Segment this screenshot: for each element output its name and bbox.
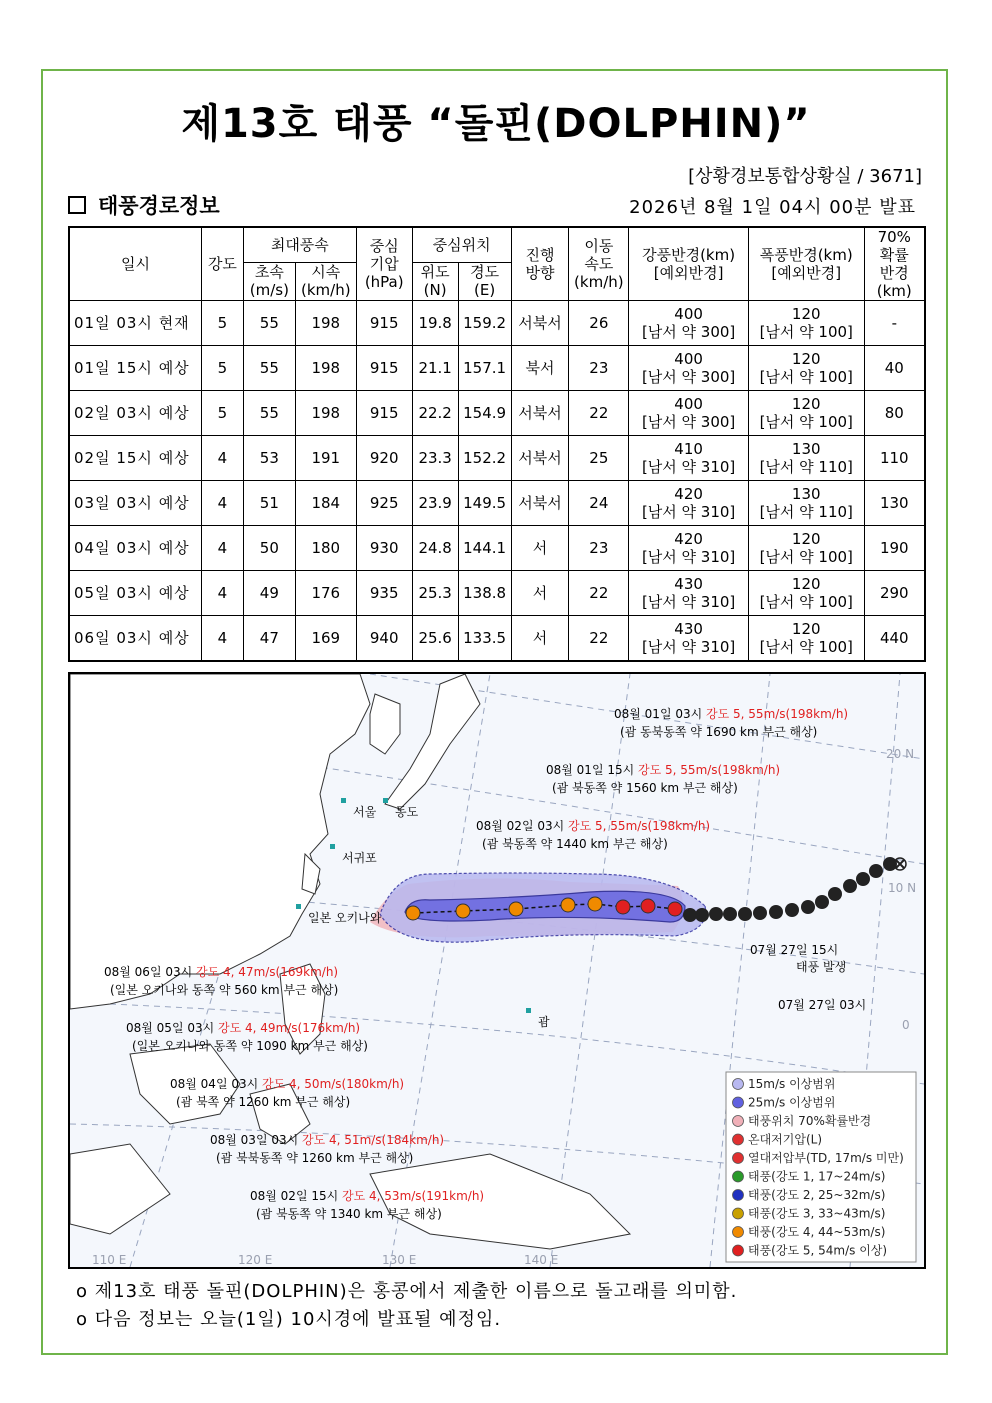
cell-storm-radius-value: 120 — [791, 530, 821, 548]
cell-lon: 133.5 — [458, 616, 511, 662]
header-speed-unit: (km/h) — [574, 273, 624, 291]
cell-lat: 22.2 — [412, 391, 458, 436]
track-map-canvas — [70, 674, 924, 1267]
place-label-tokyo: 동도 — [395, 805, 419, 819]
header-wind-ms-unit: (m/s) — [249, 281, 289, 300]
header-lon-unit: (E) — [473, 281, 496, 300]
place-label-seogwipo: 서귀포 — [342, 851, 377, 865]
legend-item-label: 태풍위치 70%확률반경 — [748, 1114, 872, 1128]
header-prob-3: 반경 — [879, 264, 909, 282]
track-map — [68, 672, 926, 1269]
past-track-point — [785, 903, 799, 917]
place-label-seoul: 서울 — [353, 805, 377, 819]
cell-intensity: 5 — [202, 301, 244, 346]
cell-speed: 24 — [569, 481, 629, 526]
cell-direction: 서북서 — [511, 301, 569, 346]
cell-direction: 서북서 — [511, 391, 569, 436]
page-title: 제13호 태풍 “돌핀(DOLPHIN)” — [181, 101, 811, 147]
cell-pressure: 920 — [356, 436, 412, 481]
cell-prob-radius: 110 — [864, 436, 925, 481]
track-annotation-time — [476, 818, 710, 833]
annotation-intensity: 강도 5, 55m/s(198km/h) — [706, 707, 849, 721]
cell-strong-radius-exception: [남서 약 310] — [641, 458, 736, 476]
cell-storm-radius-exception: [남서 약 110] — [759, 503, 853, 521]
cell-speed: 23 — [569, 526, 629, 571]
cell-pressure: 915 — [356, 391, 412, 436]
cell-intensity: 4 — [202, 436, 244, 481]
annotation-location: (일본 오키나와 동쪽 약 560 km 부근 해상) — [110, 983, 339, 997]
cell-storm-radius-exception: [남서 약 100] — [759, 368, 853, 386]
cell-pressure: 940 — [356, 616, 412, 662]
header-dir-1: 진행 — [525, 246, 555, 264]
header-wind-ms — [243, 262, 295, 300]
place-marker-icon — [383, 798, 388, 803]
cell-wind-kmh: 198 — [295, 301, 356, 346]
header-lat-label: 위도 — [420, 263, 450, 282]
cell-lon: 144.1 — [458, 526, 511, 571]
header-storm-1: 폭풍반경(km) — [759, 246, 853, 264]
cell-storm-radius-value: 120 — [791, 575, 821, 593]
legend-swatch-icon — [733, 1116, 744, 1127]
cell-direction: 서 — [511, 616, 569, 662]
track-annotation-time — [546, 762, 780, 777]
legend-swatch-icon — [733, 1208, 744, 1219]
table-row — [69, 346, 925, 391]
track-annotation-time — [170, 1076, 404, 1091]
grid-label-lon120: 120 E — [238, 1253, 273, 1267]
cell-intensity: 4 — [202, 526, 244, 571]
cell-strong-radius — [629, 346, 749, 391]
annotation-time: 08월 05일 03시 — [126, 1021, 219, 1035]
cell-prob-radius: 80 — [864, 391, 925, 436]
header-pressure — [356, 227, 412, 301]
cell-storm-radius-exception: [남서 약 110] — [759, 458, 853, 476]
header-prob-1: 70% — [877, 228, 911, 246]
forecast-track-point — [641, 899, 655, 913]
cell-lat: 21.1 — [412, 346, 458, 391]
annotation-intensity: 강도 4, 53m/s(191km/h) — [342, 1189, 485, 1203]
cell-strong-radius-exception: [남서 약 300] — [641, 413, 736, 431]
forecast-track-point — [616, 900, 630, 914]
cell-wind-ms: 55 — [243, 301, 295, 346]
cell-intensity: 5 — [202, 346, 244, 391]
header-wind-kmh-label: 시속 — [311, 263, 341, 282]
table-row — [69, 616, 925, 662]
past-track-point — [769, 905, 783, 919]
place-marker-icon — [526, 1008, 531, 1013]
header-wind-kmh-unit: (km/h) — [300, 281, 351, 300]
cell-lon: 138.8 — [458, 571, 511, 616]
cell-speed: 22 — [569, 571, 629, 616]
cell-lat: 24.8 — [412, 526, 458, 571]
cell-strong-radius-value: 400 — [674, 305, 703, 323]
cell-prob-radius: 440 — [864, 616, 925, 662]
genesis-time: 07월 27일 15시 — [750, 943, 839, 957]
header-lat-unit: (N) — [423, 281, 447, 300]
cell-storm-radius-exception: [남서 약 100] — [759, 638, 853, 656]
cell-storm-radius-exception: [남서 약 100] — [759, 548, 853, 566]
legend-item-label: 태풍(강도 4, 44~53m/s) — [748, 1225, 886, 1239]
legend-swatch-icon — [733, 1171, 744, 1182]
past-track-point — [695, 908, 709, 922]
cell-prob-radius: 40 — [864, 346, 925, 391]
cell-storm-radius-exception: [남서 약 100] — [759, 413, 853, 431]
cell-pressure: 915 — [356, 301, 412, 346]
annotation-location: (괌 북동쪽 약 1340 km 부근 해상) — [256, 1207, 442, 1221]
past-track-point — [683, 908, 697, 922]
cell-direction: 서 — [511, 571, 569, 616]
cell-wind-kmh: 169 — [295, 616, 356, 662]
cell-lat: 23.3 — [412, 436, 458, 481]
forecast-track-point — [456, 904, 470, 918]
legend-swatch-icon — [733, 1079, 744, 1090]
cell-intensity: 4 — [202, 616, 244, 662]
header-lon-label: 경도 — [470, 263, 500, 282]
place-marker-icon — [330, 844, 335, 849]
past-track-point — [869, 864, 883, 878]
track-table — [68, 226, 926, 662]
legend-item-label: 태풍(강도 5, 54m/s 이상) — [748, 1243, 888, 1258]
cell-strong-radius — [629, 481, 749, 526]
header-lat — [412, 262, 458, 300]
cell-strong-radius — [629, 301, 749, 346]
cell-strong-radius-value: 430 — [674, 620, 703, 638]
legend-item-label: 태풍(강도 2, 25~32m/s) — [748, 1188, 886, 1202]
note-2: o 다음 정보는 오늘(1일) 10시경에 발표될 예정임. — [76, 1309, 502, 1330]
cell-storm-radius-value: 120 — [791, 305, 821, 323]
annotation-location: (괌 북동쪽 약 1440 km 부근 해상) — [482, 837, 668, 851]
legend-swatch-icon — [733, 1097, 744, 1108]
header-direction — [511, 227, 569, 301]
track-annotation-time — [104, 964, 338, 979]
cell-wind-kmh: 184 — [295, 481, 356, 526]
cell-prob-radius: 290 — [864, 571, 925, 616]
cell-storm-radius-value: 130 — [791, 485, 821, 503]
cell-direction: 북서 — [511, 346, 569, 391]
cell-direction: 서북서 — [511, 481, 569, 526]
header-max-wind: 최대풍속 — [243, 227, 356, 262]
section-heading — [68, 190, 220, 220]
cell-direction: 서 — [511, 526, 569, 571]
annotation-location: (괌 북북동쪽 약 1260 km 부근 해상) — [216, 1151, 414, 1165]
table-row — [69, 571, 925, 616]
legend-swatch-icon — [733, 1227, 744, 1238]
cell-datetime: 02일 03시 예상 — [69, 391, 202, 436]
track-annotation-time — [126, 1020, 360, 1035]
annotation-location: (괌 북쪽 약 1260 km 부근 해상) — [176, 1095, 351, 1109]
cell-prob-radius: 190 — [864, 526, 925, 571]
legend-item-label: 태풍(강도 3, 33~43m/s) — [748, 1206, 886, 1221]
header-lon — [458, 262, 511, 300]
past-track-point — [856, 872, 870, 886]
cell-strong-radius-value: 400 — [674, 350, 703, 368]
header-strong-1: 강풍반경(km) — [642, 246, 736, 264]
legend-swatch-icon — [733, 1245, 744, 1256]
cell-wind-kmh: 180 — [295, 526, 356, 571]
cell-strong-radius-value: 430 — [674, 575, 703, 593]
header-prob — [864, 227, 925, 301]
cell-storm-radius — [748, 571, 864, 616]
forecast-track-point — [509, 902, 523, 916]
cell-strong-radius-exception: [남서 약 310] — [641, 503, 736, 521]
cell-datetime: 01일 15시 예상 — [69, 346, 202, 391]
cell-pressure: 915 — [356, 346, 412, 391]
cell-wind-ms: 49 — [243, 571, 295, 616]
legend-item-label: 태풍(강도 1, 17~24m/s) — [748, 1169, 886, 1184]
cell-strong-radius-exception: [남서 약 310] — [641, 593, 736, 611]
genesis-label: 태풍 발생 — [796, 960, 847, 974]
header-intensity: 강도 — [202, 227, 244, 301]
cell-datetime: 04일 03시 예상 — [69, 526, 202, 571]
annotation-time: 08월 04일 03시 — [170, 1077, 263, 1091]
cell-intensity: 4 — [202, 571, 244, 616]
cell-wind-ms: 55 — [243, 346, 295, 391]
forecast-track-point — [668, 902, 682, 916]
cell-speed: 22 — [569, 616, 629, 662]
past-track-point — [883, 857, 897, 871]
header-datetime: 일시 — [69, 227, 202, 301]
cell-storm-radius — [748, 391, 864, 436]
issued-time: 2026년 8월 1일 04시 00분 발표 — [629, 197, 916, 218]
office-label: [상황경보통합상황실 / 3671] — [688, 166, 922, 187]
table-row — [69, 391, 925, 436]
cell-wind-kmh: 198 — [295, 391, 356, 436]
cell-strong-radius-value: 410 — [674, 440, 703, 458]
cell-direction: 서북서 — [511, 436, 569, 481]
header-speed — [569, 227, 629, 301]
legend-swatch-icon — [733, 1134, 744, 1145]
header-speed-1: 이동 — [584, 237, 614, 255]
legend-item-label: 15m/s 이상범위 — [748, 1077, 836, 1091]
cell-strong-radius — [629, 616, 749, 662]
cell-lon: 152.2 — [458, 436, 511, 481]
track-table-body — [69, 301, 925, 662]
legend-swatch-icon — [733, 1190, 744, 1201]
cell-wind-kmh: 191 — [295, 436, 356, 481]
cell-lat: 23.9 — [412, 481, 458, 526]
cell-datetime: 05일 03시 예상 — [69, 571, 202, 616]
header-wind-kmh — [295, 262, 356, 300]
header-storm-radius — [748, 227, 864, 301]
cell-lon: 159.2 — [458, 301, 511, 346]
annotation-time: 08월 02일 03시 — [476, 819, 569, 833]
grid-label-lon110: 110 E — [92, 1253, 127, 1267]
cell-wind-ms: 55 — [243, 391, 295, 436]
annotation-time: 08월 02일 15시 — [250, 1189, 343, 1203]
cell-wind-ms: 50 — [243, 526, 295, 571]
cell-wind-ms: 53 — [243, 436, 295, 481]
header-speed-2: 속도 — [584, 255, 614, 273]
track-annotation-time — [250, 1188, 484, 1203]
notes — [76, 1278, 737, 1334]
cell-intensity: 5 — [202, 391, 244, 436]
annotation-intensity: 강도 4, 50m/s(180km/h) — [262, 1077, 405, 1091]
forecast-track-point — [588, 897, 602, 911]
legend-item-label: 열대저압부(TD, 17m/s 미만) — [748, 1151, 904, 1165]
cell-storm-radius — [748, 436, 864, 481]
note-1: o 제13호 태풍 돌핀(DOLPHIN)은 홍콩에서 제출한 이름으로 돌고래를 의미함. — [76, 1281, 738, 1302]
cell-datetime: 02일 15시 예상 — [69, 436, 202, 481]
annotation-time: 08월 06일 03시 — [104, 965, 197, 979]
annotation-time: 08월 01일 15시 — [546, 763, 639, 777]
table-row — [69, 481, 925, 526]
checkbox-icon — [68, 196, 86, 214]
place-marker-icon — [341, 798, 346, 803]
header-pressure-2: 기압 — [369, 255, 399, 273]
legend-swatch-icon — [733, 1153, 744, 1164]
cell-speed: 23 — [569, 346, 629, 391]
place-marker-icon — [296, 904, 301, 909]
cell-lat: 25.3 — [412, 571, 458, 616]
cell-storm-radius — [748, 616, 864, 662]
cell-lon: 157.1 — [458, 346, 511, 391]
cell-intensity: 4 — [202, 481, 244, 526]
cell-strong-radius — [629, 571, 749, 616]
header-strong-radius — [629, 227, 749, 301]
cell-datetime: 01일 03시 현재 — [69, 301, 202, 346]
table-row — [69, 526, 925, 571]
past-track-point — [709, 907, 723, 921]
past-track-point — [828, 887, 842, 901]
cell-lat: 25.6 — [412, 616, 458, 662]
cell-storm-radius — [748, 301, 864, 346]
cell-lat: 19.8 — [412, 301, 458, 346]
cell-strong-radius-exception: [남서 약 300] — [641, 323, 736, 341]
past-track-point — [738, 907, 752, 921]
past-track-point — [801, 900, 815, 914]
cell-strong-radius-value: 400 — [674, 395, 703, 413]
annotation-intensity: 강도 4, 47m/s(169km/h) — [196, 965, 339, 979]
table-row — [69, 301, 925, 346]
cell-pressure: 930 — [356, 526, 412, 571]
legend — [726, 1072, 916, 1262]
track-annotation-time — [210, 1132, 444, 1147]
cell-strong-radius — [629, 436, 749, 481]
past-track-point — [815, 895, 829, 909]
header-center: 중심위치 — [412, 227, 511, 262]
cell-strong-radius — [629, 526, 749, 571]
header-storm-2: [예외반경] — [771, 264, 842, 282]
cell-datetime: 06일 03시 예상 — [69, 616, 202, 662]
cell-strong-radius-exception: [남서 약 300] — [641, 368, 736, 386]
header-prob-unit: (km) — [876, 282, 912, 300]
cell-storm-radius — [748, 526, 864, 571]
header-prob-2: 확률 — [879, 246, 909, 264]
forecast-track-point — [406, 906, 420, 920]
cell-strong-radius-exception: [남서 약 310] — [641, 548, 736, 566]
cell-storm-radius — [748, 481, 864, 526]
cell-strong-radius — [629, 391, 749, 436]
cell-storm-radius-exception: [남서 약 100] — [759, 593, 853, 611]
place-label-guam: 괌 — [538, 1015, 550, 1029]
cell-lon: 154.9 — [458, 391, 511, 436]
cell-speed: 22 — [569, 391, 629, 436]
cell-pressure: 925 — [356, 481, 412, 526]
cell-speed: 26 — [569, 301, 629, 346]
grid-label-lat10: 10 N — [888, 881, 917, 895]
cell-strong-radius-exception: [남서 약 310] — [641, 638, 736, 656]
section-title: 태풍경로정보 — [98, 194, 220, 218]
cell-wind-kmh: 198 — [295, 346, 356, 391]
cell-datetime: 03일 03시 예상 — [69, 481, 202, 526]
past-track-point — [843, 879, 857, 893]
cell-storm-radius-value: 120 — [791, 395, 821, 413]
cell-speed: 25 — [569, 436, 629, 481]
cell-storm-radius-value: 120 — [791, 350, 821, 368]
cell-storm-radius-value: 120 — [791, 620, 821, 638]
header-pressure-1: 중심 — [369, 237, 399, 255]
annotation-time: 08월 03일 03시 — [210, 1133, 303, 1147]
annotation-location: (괌 북동쪽 약 1560 km 부근 해상) — [552, 781, 738, 795]
past-track-point — [753, 906, 767, 920]
cell-strong-radius-value: 420 — [674, 485, 703, 503]
place-label-okinawa: 일본 오키나와 — [308, 911, 382, 925]
cell-storm-radius — [748, 346, 864, 391]
forecast-track-point — [561, 898, 575, 912]
cell-wind-ms: 51 — [243, 481, 295, 526]
origin-time: 07월 27일 03시 — [778, 998, 867, 1012]
header-wind-ms-label: 초속 — [254, 263, 284, 282]
cell-prob-radius: - — [864, 301, 925, 346]
grid-label-lon130: 130 E — [382, 1253, 417, 1267]
cell-prob-radius: 130 — [864, 481, 925, 526]
cell-lon: 149.5 — [458, 481, 511, 526]
header-dir-2: 방향 — [525, 264, 555, 282]
grid-label-lat0: 0 — [902, 1018, 910, 1032]
track-annotation-time — [614, 706, 848, 721]
cell-pressure: 935 — [356, 571, 412, 616]
legend-item-label: 온대저기압(L) — [748, 1132, 823, 1147]
cell-storm-radius-exception: [남서 약 100] — [759, 323, 853, 341]
cell-wind-ms: 47 — [243, 616, 295, 662]
annotation-intensity: 강도 4, 49m/s(176km/h) — [218, 1021, 361, 1035]
header-pressure-unit: (hPa) — [364, 273, 404, 291]
annotation-location: (괌 동북동쪽 약 1690 km 부근 해상) — [620, 725, 818, 739]
header-strong-2: [예외반경] — [653, 264, 724, 282]
grid-label-lat20: 20 N — [886, 747, 915, 761]
table-row — [69, 436, 925, 481]
cell-strong-radius-value: 420 — [674, 530, 703, 548]
past-track-point — [723, 907, 737, 921]
cell-wind-kmh: 176 — [295, 571, 356, 616]
cell-storm-radius-value: 130 — [791, 440, 821, 458]
annotation-time: 08월 01일 03시 — [614, 707, 707, 721]
annotation-intensity: 강도 4, 51m/s(184km/h) — [302, 1133, 445, 1147]
grid-label-lon140: 140 E — [524, 1253, 559, 1267]
legend-item-label: 25m/s 이상범위 — [748, 1095, 836, 1110]
annotation-intensity: 강도 5, 55m/s(198km/h) — [638, 763, 781, 777]
annotation-location: (일본 오키나와 동쪽 약 1090 km 부근 해상) — [132, 1039, 368, 1053]
annotation-intensity: 강도 5, 55m/s(198km/h) — [568, 819, 711, 833]
